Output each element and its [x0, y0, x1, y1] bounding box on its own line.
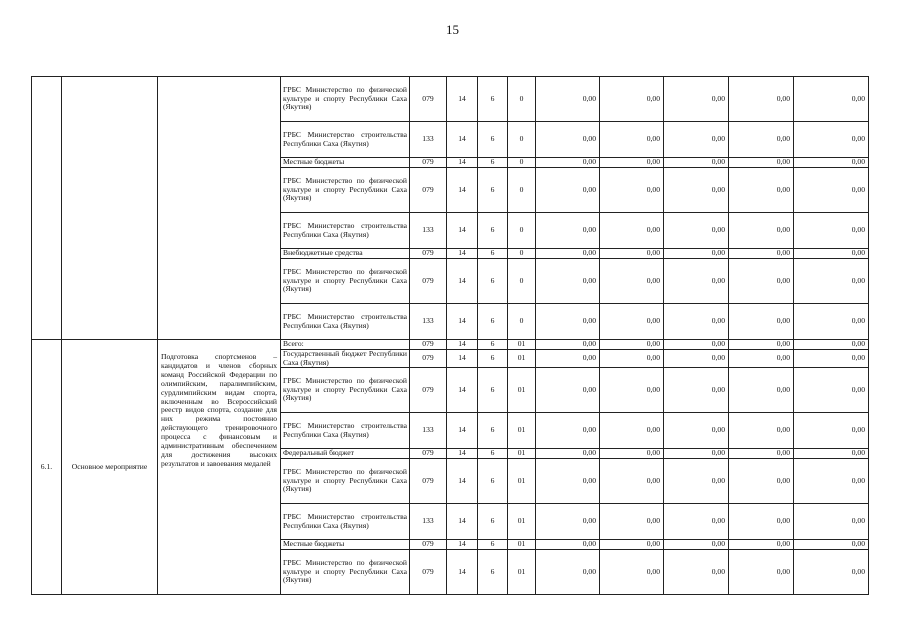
value-cell: 0,00 [600, 213, 664, 249]
funding-source: ГРБС Министерство строительства Республики Саха (Якутия) [281, 213, 410, 249]
program-code: 6 [478, 122, 508, 158]
value-cell: 0,00 [600, 249, 664, 259]
value-cell: 0,00 [729, 304, 794, 340]
section-code: 14 [447, 259, 478, 304]
subprogram-code: 01 [508, 504, 536, 540]
value-cell: 0,00 [600, 350, 664, 368]
table-row [32, 77, 869, 122]
value-cell: 0,00 [729, 213, 794, 249]
funding-source: Местные бюджеты [281, 158, 410, 168]
value-cell: 0,00 [536, 550, 600, 595]
subprogram-code: 01 [508, 540, 536, 550]
program-code: 6 [478, 368, 508, 413]
grbs-code: 079 [410, 249, 447, 259]
grbs-code: 079 [410, 259, 447, 304]
subprogram-code: 01 [508, 350, 536, 368]
value-cell: 0,00 [664, 449, 729, 459]
funding-source: Местные бюджеты [281, 540, 410, 550]
value-cell: 0,00 [729, 368, 794, 413]
value-cell: 0,00 [600, 550, 664, 595]
event-name-cell [62, 77, 158, 340]
subprogram-code: 0 [508, 77, 536, 122]
value-cell: 0,00 [729, 168, 794, 213]
value-cell: 0,00 [729, 504, 794, 540]
grbs-code: 133 [410, 504, 447, 540]
value-cell: 0,00 [536, 168, 600, 213]
grbs-code: 079 [410, 449, 447, 459]
program-code: 6 [478, 449, 508, 459]
funding-source: ГРБС Министерство строительства Республики Саха (Якутия) [281, 304, 410, 340]
funding-source: ГРБС Министерство по физической культуре и спорту Республики Саха (Якутия) [281, 77, 410, 122]
program-code: 6 [478, 540, 508, 550]
program-code: 6 [478, 304, 508, 340]
subprogram-code: 01 [508, 459, 536, 504]
value-cell: 0,00 [664, 413, 729, 449]
value-cell: 0,00 [729, 540, 794, 550]
value-cell: 0,00 [536, 449, 600, 459]
value-cell: 0,00 [794, 77, 869, 122]
value-cell: 0,00 [600, 77, 664, 122]
value-cell: 0,00 [794, 168, 869, 213]
funding-source: ГРБС Министерство по физической культуре и спорту Республики Саха (Якутия) [281, 368, 410, 413]
section-code: 14 [447, 168, 478, 213]
section-code: 14 [447, 550, 478, 595]
value-cell: 0,00 [536, 213, 600, 249]
value-cell: 0,00 [536, 122, 600, 158]
section-code: 14 [447, 504, 478, 540]
subprogram-code: 0 [508, 304, 536, 340]
value-cell: 0,00 [664, 168, 729, 213]
budget-table [31, 76, 869, 595]
program-code: 6 [478, 259, 508, 304]
value-cell: 0,00 [536, 350, 600, 368]
section-code: 14 [447, 158, 478, 168]
value-cell: 0,00 [664, 122, 729, 158]
section-code: 14 [447, 340, 478, 350]
grbs-code: 079 [410, 158, 447, 168]
value-cell: 0,00 [664, 304, 729, 340]
value-cell: 0,00 [664, 459, 729, 504]
funding-source: Внебюджетные средства [281, 249, 410, 259]
value-cell: 0,00 [794, 540, 869, 550]
subprogram-code: 01 [508, 413, 536, 449]
grbs-code: 079 [410, 550, 447, 595]
section-code: 14 [447, 368, 478, 413]
value-cell: 0,00 [536, 540, 600, 550]
funding-source: ГРБС Министерство по физической культуре и спорту Республики Саха (Якутия) [281, 259, 410, 304]
value-cell: 0,00 [664, 350, 729, 368]
funding-source: ГРБС Министерство строительства Республики Саха (Якутия) [281, 122, 410, 158]
section-code: 14 [447, 213, 478, 249]
section-code: 14 [447, 249, 478, 259]
value-cell: 0,00 [664, 158, 729, 168]
value-cell: 0,00 [729, 413, 794, 449]
row-number-cell [32, 77, 62, 340]
subprogram-code: 0 [508, 213, 536, 249]
value-cell: 0,00 [794, 158, 869, 168]
subprogram-code: 01 [508, 368, 536, 413]
table-row [32, 340, 869, 350]
funding-source: ГРБС Министерство строительства Республики Саха (Якутия) [281, 504, 410, 540]
table-body [32, 77, 869, 595]
value-cell: 0,00 [794, 459, 869, 504]
program-code: 6 [478, 504, 508, 540]
program-code: 6 [478, 158, 508, 168]
grbs-code: 079 [410, 340, 447, 350]
value-cell: 0,00 [536, 304, 600, 340]
grbs-code: 133 [410, 304, 447, 340]
value-cell: 0,00 [536, 259, 600, 304]
value-cell: 0,00 [600, 540, 664, 550]
value-cell: 0,00 [600, 122, 664, 158]
grbs-code: 079 [410, 368, 447, 413]
grbs-code: 133 [410, 122, 447, 158]
value-cell: 0,00 [536, 413, 600, 449]
grbs-code: 079 [410, 350, 447, 368]
section-code: 14 [447, 413, 478, 449]
value-cell: 0,00 [664, 368, 729, 413]
value-cell: 0,00 [536, 459, 600, 504]
section-code: 14 [447, 459, 478, 504]
subprogram-code: 0 [508, 158, 536, 168]
value-cell: 0,00 [600, 304, 664, 340]
value-cell: 0,00 [794, 449, 869, 459]
value-cell: 0,00 [729, 249, 794, 259]
value-cell: 0,00 [729, 259, 794, 304]
value-cell: 0,00 [600, 340, 664, 350]
value-cell: 0,00 [729, 122, 794, 158]
section-code: 14 [447, 304, 478, 340]
section-code: 14 [447, 449, 478, 459]
value-cell: 0,00 [536, 368, 600, 413]
value-cell: 0,00 [664, 249, 729, 259]
value-cell: 0,00 [536, 249, 600, 259]
value-cell: 0,00 [794, 413, 869, 449]
event-number: 6.1. [32, 340, 62, 595]
value-cell: 0,00 [536, 504, 600, 540]
value-cell: 0,00 [600, 368, 664, 413]
funding-source: ГРБС Министерство по физической культуре и спорту Республики Саха (Якутия) [281, 459, 410, 504]
value-cell: 0,00 [794, 304, 869, 340]
grbs-code: 079 [410, 540, 447, 550]
subprogram-code: 01 [508, 550, 536, 595]
value-cell: 0,00 [664, 540, 729, 550]
value-cell: 0,00 [664, 77, 729, 122]
value-cell: 0,00 [664, 213, 729, 249]
page-number: 15 [446, 22, 459, 37]
funding-source: Государственный бюджет Республики Саха (Якутия) [281, 350, 410, 368]
event-name: Основное мероприятие [62, 340, 158, 595]
grbs-code: 079 [410, 459, 447, 504]
value-cell: 0,00 [729, 340, 794, 350]
subprogram-code: 0 [508, 168, 536, 213]
program-code: 6 [478, 168, 508, 213]
value-cell: 0,00 [600, 168, 664, 213]
value-cell: 0,00 [794, 249, 869, 259]
value-cell: 0,00 [600, 449, 664, 459]
section-code: 14 [447, 540, 478, 550]
value-cell: 0,00 [794, 550, 869, 595]
funding-source: Всего: [281, 340, 410, 350]
value-cell: 0,00 [794, 259, 869, 304]
value-cell: 0,00 [794, 340, 869, 350]
program-code: 6 [478, 340, 508, 350]
program-code: 6 [478, 77, 508, 122]
value-cell: 0,00 [729, 77, 794, 122]
value-cell: 0,00 [729, 550, 794, 595]
program-code: 6 [478, 350, 508, 368]
value-cell: 0,00 [729, 158, 794, 168]
value-cell: 0,00 [600, 504, 664, 540]
section-code: 14 [447, 77, 478, 122]
value-cell: 0,00 [729, 459, 794, 504]
value-cell: 0,00 [536, 158, 600, 168]
grbs-code: 133 [410, 213, 447, 249]
value-cell: 0,00 [794, 213, 869, 249]
program-code: 6 [478, 213, 508, 249]
program-code: 6 [478, 413, 508, 449]
value-cell: 0,00 [664, 340, 729, 350]
value-cell: 0,00 [729, 449, 794, 459]
value-cell: 0,00 [729, 350, 794, 368]
value-cell: 0,00 [600, 158, 664, 168]
program-code: 6 [478, 459, 508, 504]
program-code: 6 [478, 550, 508, 595]
value-cell: 0,00 [664, 550, 729, 595]
funding-source: ГРБС Министерство по физической культуре и спорту Республики Саха (Якутия) [281, 550, 410, 595]
event-description-cell [158, 77, 281, 340]
subprogram-code: 0 [508, 259, 536, 304]
value-cell: 0,00 [794, 122, 869, 158]
funding-source: ГРБС Министерство строительства Республики Саха (Якутия) [281, 413, 410, 449]
grbs-code: 079 [410, 168, 447, 213]
grbs-code: 133 [410, 413, 447, 449]
section-code: 14 [447, 122, 478, 158]
subprogram-code: 0 [508, 249, 536, 259]
value-cell: 0,00 [794, 350, 869, 368]
value-cell: 0,00 [664, 259, 729, 304]
subprogram-code: 01 [508, 340, 536, 350]
grbs-code: 079 [410, 77, 447, 122]
value-cell: 0,00 [600, 413, 664, 449]
subprogram-code: 01 [508, 449, 536, 459]
value-cell: 0,00 [600, 259, 664, 304]
funding-source: Федеральный бюджет [281, 449, 410, 459]
section-code: 14 [447, 350, 478, 368]
value-cell: 0,00 [600, 459, 664, 504]
event-description: Подготовка спортсменов – кандидатов и членов сборных команд Российской Федерации по олимпийским, паралимпийским, сурдлимпийским видам спорта, включенным во Всероссийский реестр видов спорта, создание для них режима постоянно действующего тренировочного процесса с финансовым и административным обеспечением для достижения высоких результатов и завоевания медалей [158, 340, 281, 595]
value-cell: 0,00 [794, 368, 869, 413]
value-cell: 0,00 [794, 504, 869, 540]
value-cell: 0,00 [536, 340, 600, 350]
subprogram-code: 0 [508, 122, 536, 158]
funding-source: ГРБС Министерство по физической культуре и спорту Республики Саха (Якутия) [281, 168, 410, 213]
value-cell: 0,00 [536, 77, 600, 122]
value-cell: 0,00 [664, 504, 729, 540]
program-code: 6 [478, 249, 508, 259]
